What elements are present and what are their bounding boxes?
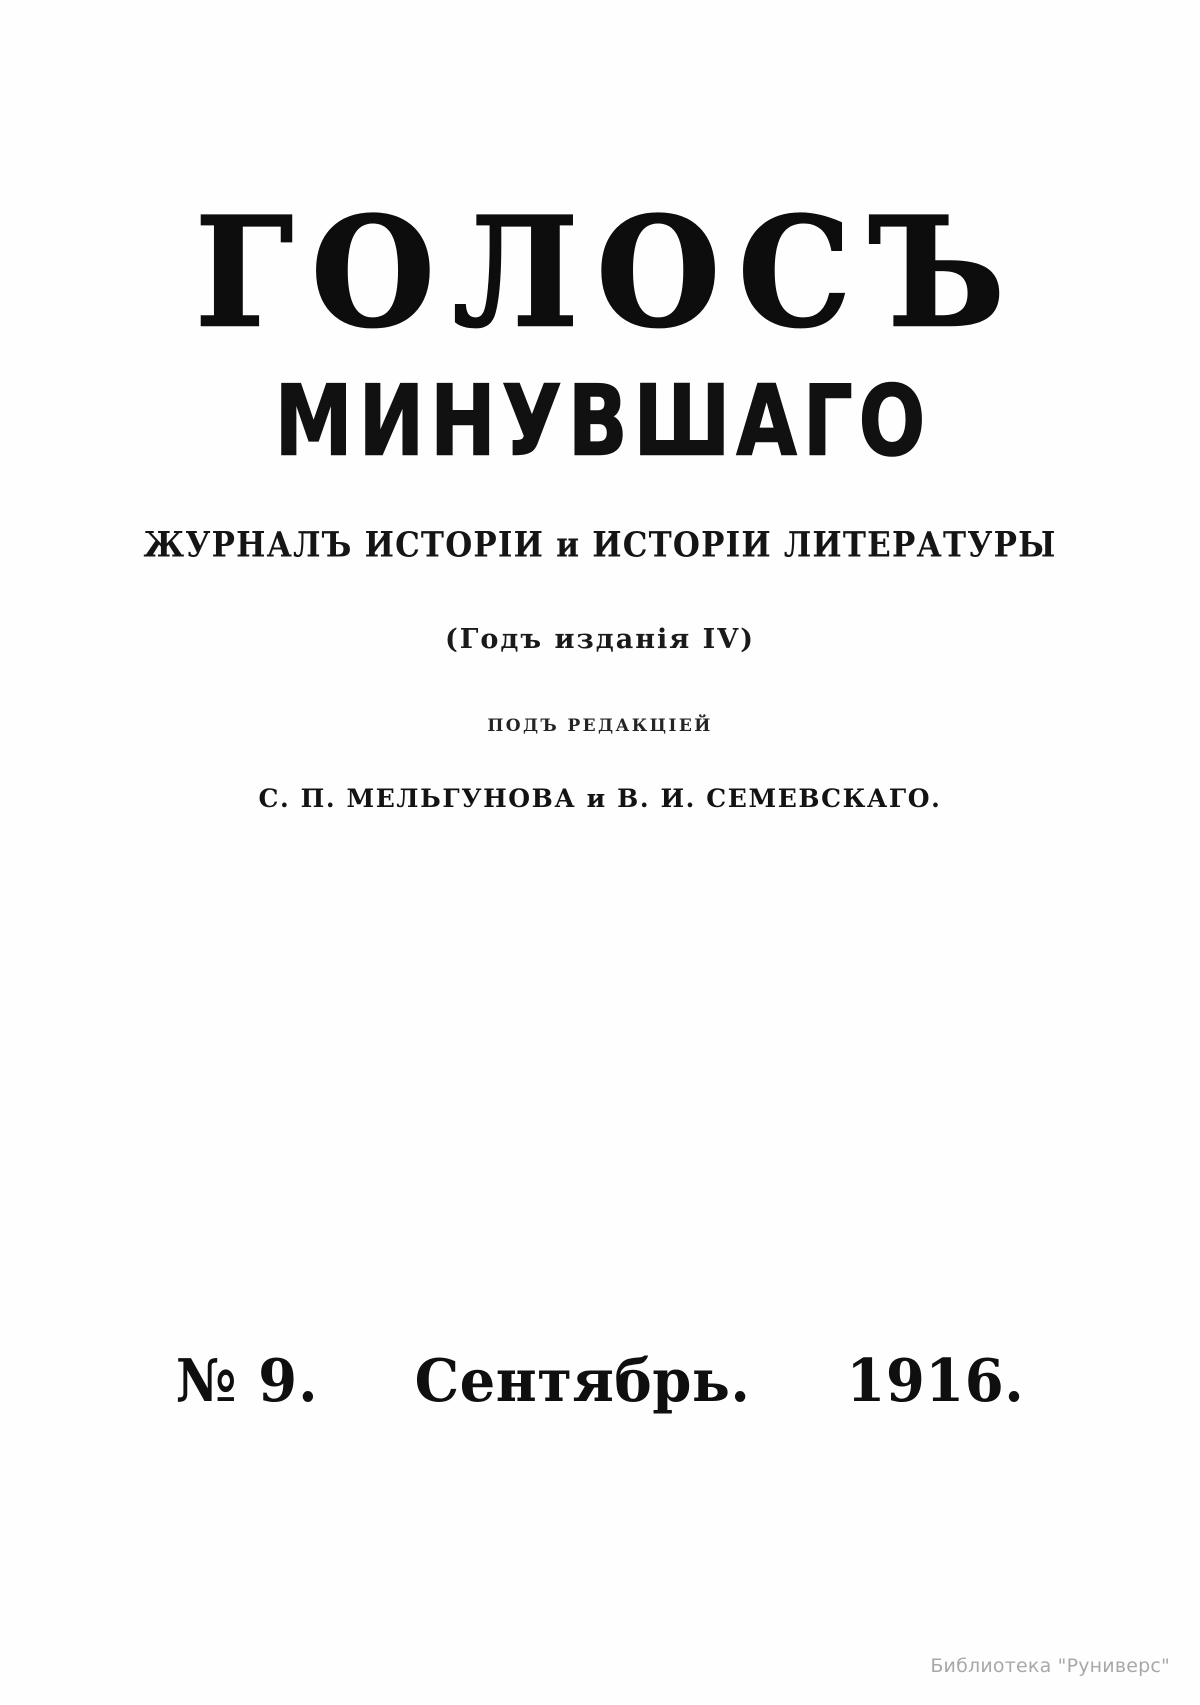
issue-number: № 9. (175, 1346, 319, 1416)
issue-month: Сентябрь. (414, 1346, 751, 1416)
edited-by-label: ПОДЪ РЕДАКЦIЕЙ (487, 716, 713, 736)
editors-names: С. П. МЕЛЬГУНОВА и В. И. СЕМЕВСКАГО. (258, 784, 942, 813)
library-watermark: Библиотека "Руниверс" (930, 1655, 1170, 1677)
journal-tagline: ЖУРНАЛЪ ИСТОРIИ и ИСТОРIИ ЛИТЕРАТУРЫ (143, 525, 1057, 566)
page-title: ГОЛОСЪ (195, 185, 1023, 362)
issue-line (0, 1348, 1200, 1414)
page-subtitle: МИНУВШАГО (274, 364, 932, 478)
year-of-publication: (Годъ изданiя IV) (445, 624, 755, 655)
issue-year: 1916. (846, 1346, 1025, 1416)
